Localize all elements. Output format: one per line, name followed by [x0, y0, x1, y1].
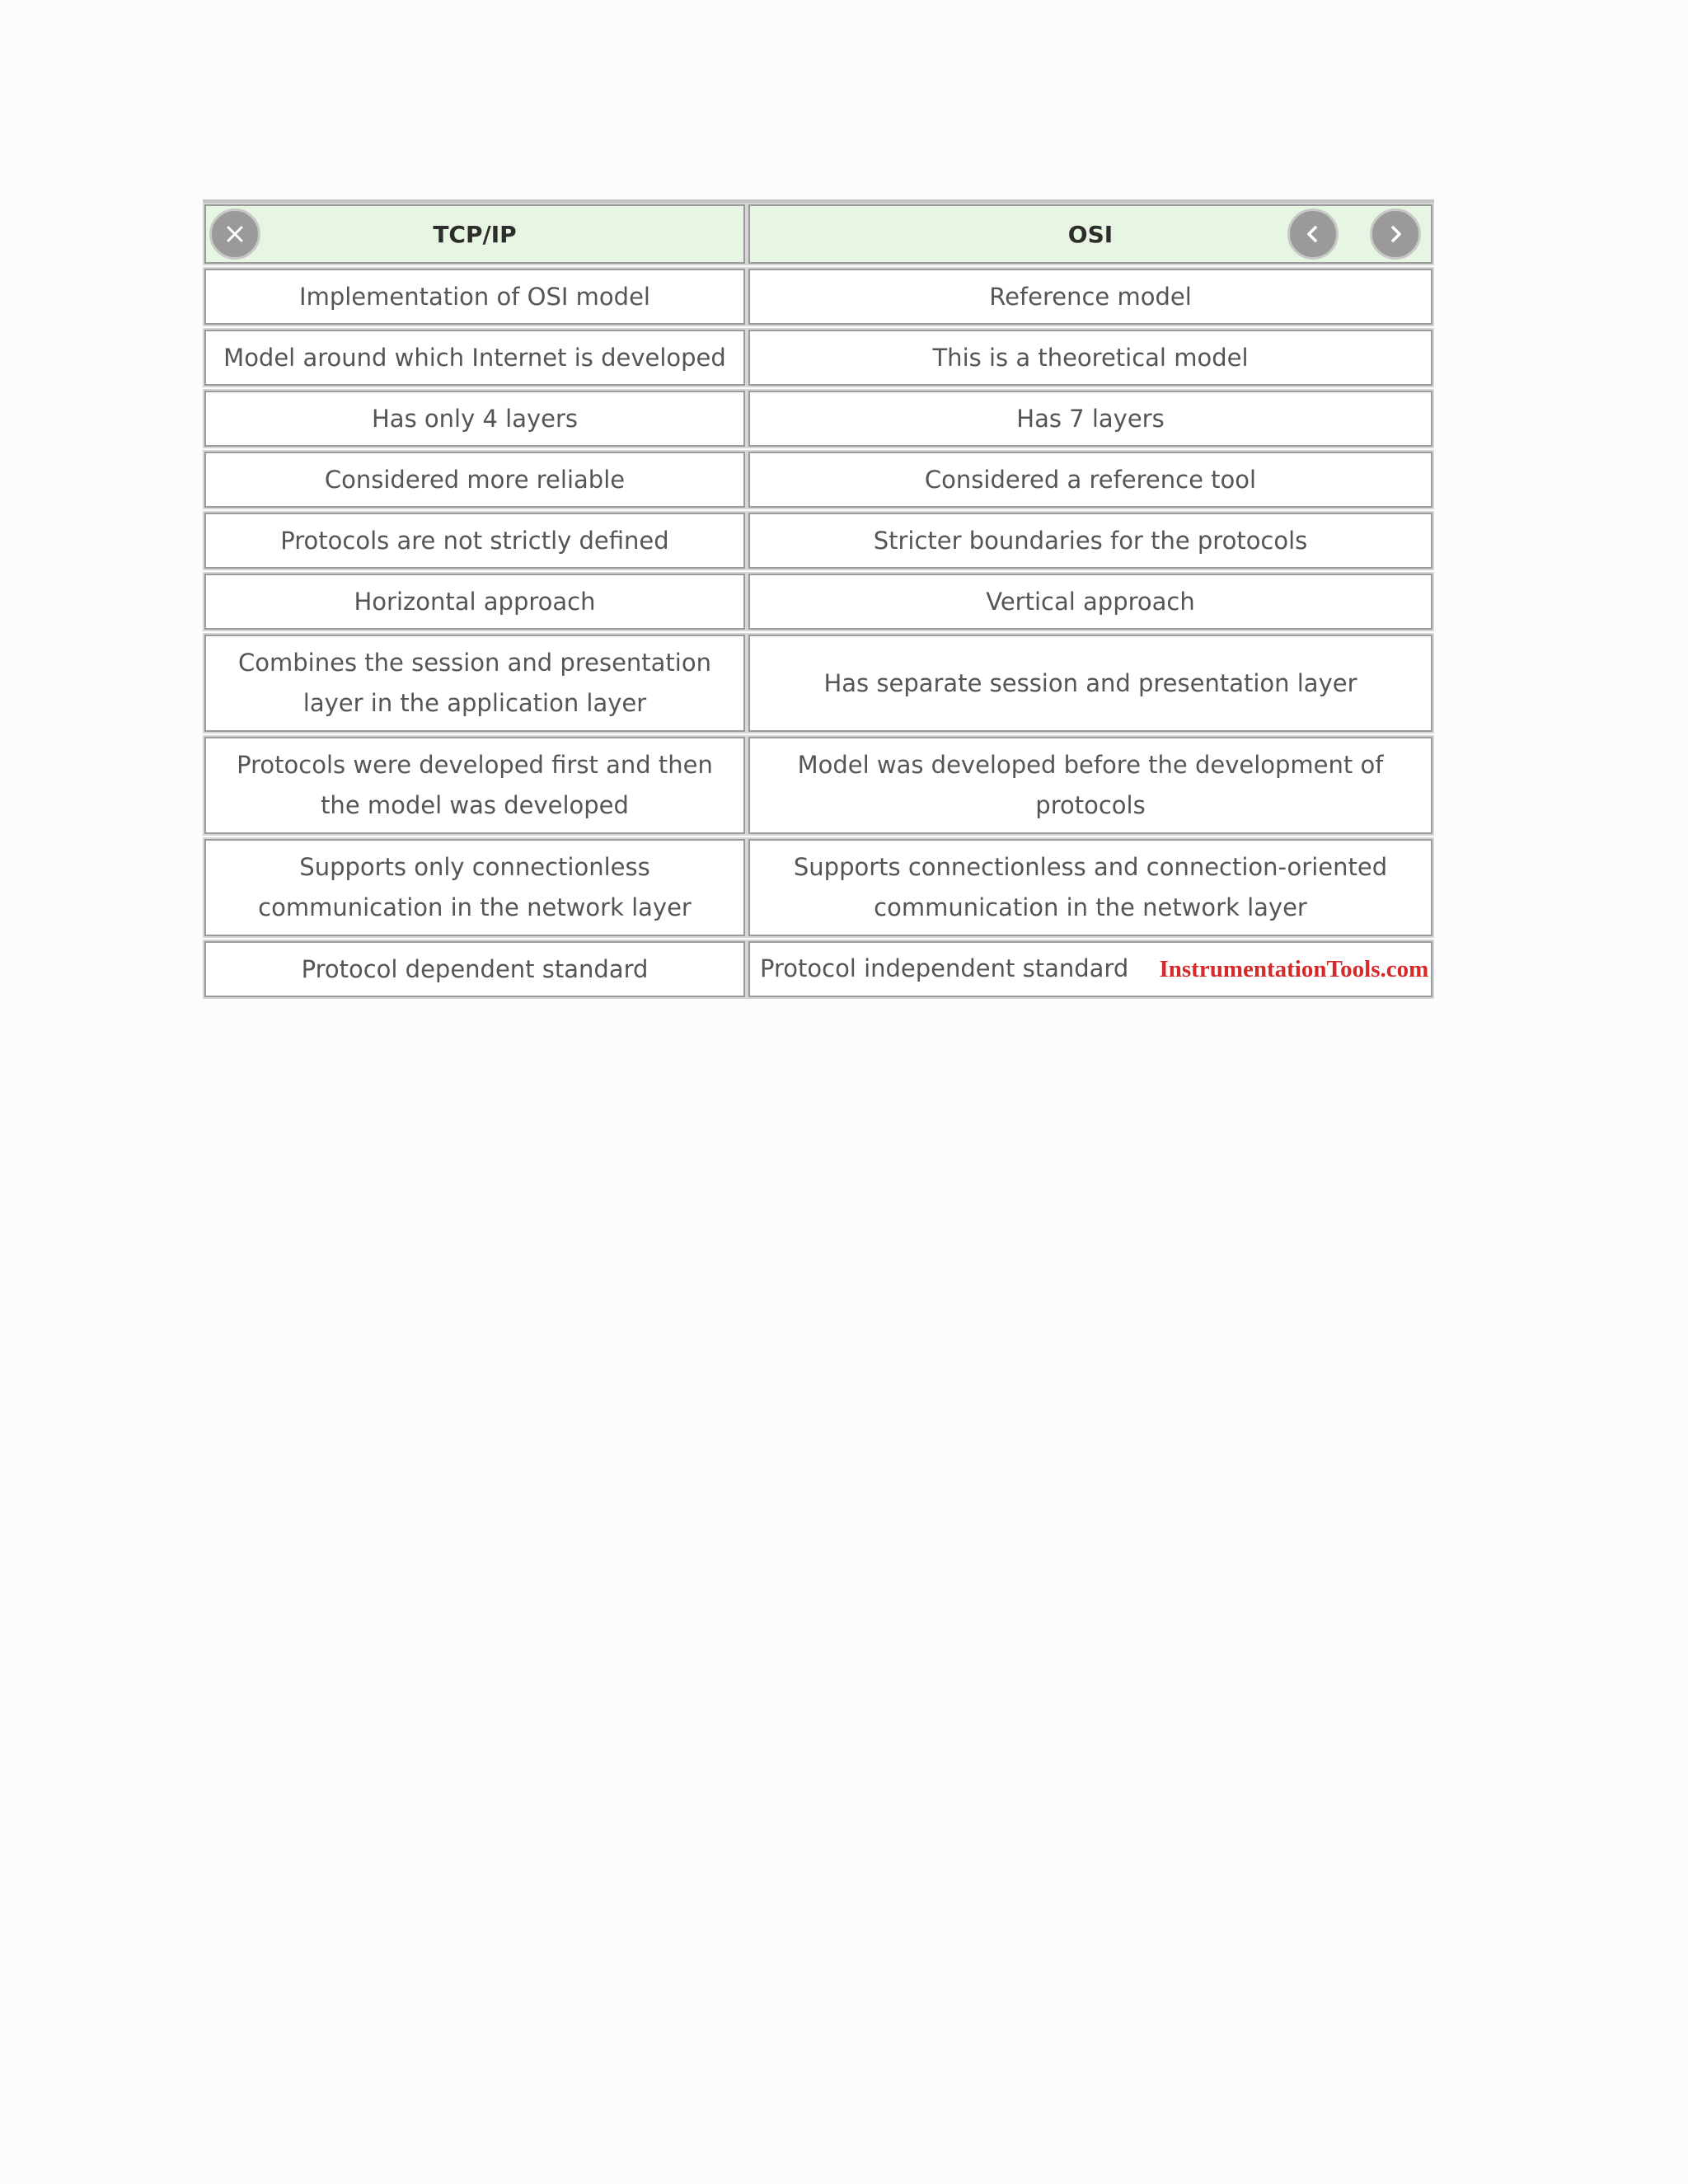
comparison-table [203, 199, 1434, 1002]
table-cell-osi: Has separate session and presentation layer [748, 635, 1432, 732]
table-row [204, 839, 1432, 936]
table-header-row [204, 204, 1432, 264]
table-row [204, 452, 1432, 508]
table-cell-osi-with-watermark [748, 941, 1432, 997]
watermark-text: InstrumentationTools.com [1159, 956, 1429, 982]
previous-button[interactable] [1287, 209, 1339, 260]
header-osi [748, 204, 1432, 264]
table-cell-osi-text: Protocol independent standard [760, 954, 1129, 982]
table-cell-tcpip: Combines the session and presentation layer in the application layer [204, 635, 745, 732]
table-cell-tcpip: Protocols are not strictly defined [204, 513, 745, 569]
table-row [204, 513, 1432, 569]
table-cell-tcpip: Supports only connectionless communication in the network layer [204, 839, 745, 936]
chevron-left-icon [1301, 222, 1325, 246]
table-cell-osi: This is a theoretical model [748, 330, 1432, 386]
table-cell-osi: Has 7 layers [748, 391, 1432, 447]
chevron-right-icon [1383, 222, 1408, 246]
table-cell-osi: Supports connectionless and connection-oriented communication in the network layer [748, 839, 1432, 936]
comparison-table-container [203, 199, 1434, 1002]
close-icon [223, 222, 247, 246]
table-cell-tcpip: Model around which Internet is developed [204, 330, 745, 386]
table-cell-tcpip: Protocol dependent standard [204, 941, 745, 997]
table-cell-tcpip: Horizontal approach [204, 574, 745, 630]
table-row [204, 391, 1432, 447]
table-cell-tcpip: Implementation of OSI model [204, 269, 745, 325]
table-cell-tcpip: Has only 4 layers [204, 391, 745, 447]
table-row [204, 635, 1432, 732]
table-row [204, 941, 1432, 997]
table-row [204, 330, 1432, 386]
table-cell-osi: Model was developed before the development of protocols [748, 737, 1432, 834]
header-tcpip [204, 204, 745, 264]
table-cell-osi: Stricter boundaries for the protocols [748, 513, 1432, 569]
table-cell-osi: Reference model [748, 269, 1432, 325]
next-button[interactable] [1370, 209, 1421, 260]
table-cell-osi: Considered a reference tool [748, 452, 1432, 508]
close-button[interactable] [209, 209, 260, 260]
table-cell-osi: Vertical approach [748, 574, 1432, 630]
header-tcpip-label: TCP/IP [433, 220, 517, 248]
table-row [204, 269, 1432, 325]
table-cell-tcpip: Protocols were developed first and then the model was developed [204, 737, 745, 834]
header-osi-label: OSI [1067, 220, 1114, 248]
table-row [204, 574, 1432, 630]
table-cell-tcpip: Considered more reliable [204, 452, 745, 508]
table-row [204, 737, 1432, 834]
